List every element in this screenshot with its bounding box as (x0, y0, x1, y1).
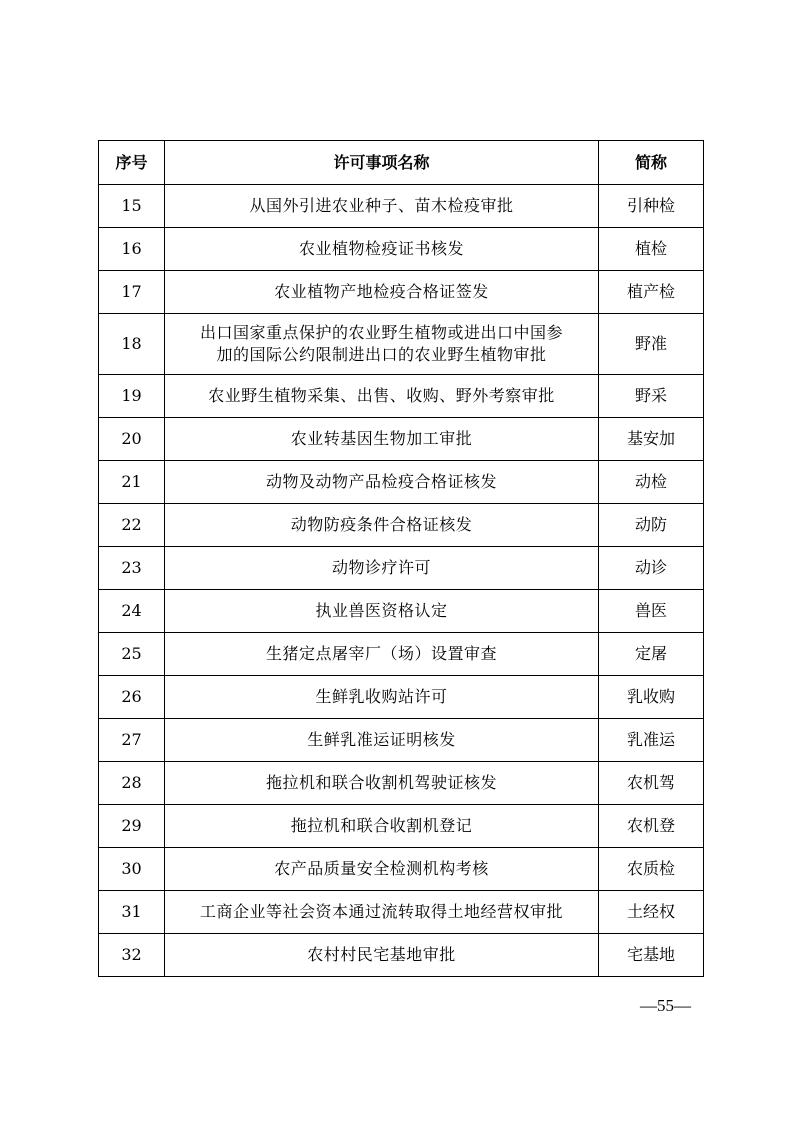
row-abbreviation: 乳准运 (599, 719, 704, 762)
row-abbreviation: 动防 (599, 504, 704, 547)
row-number: 26 (99, 676, 165, 719)
row-permit-name: 生鲜乳准运证明核发 (165, 719, 599, 762)
table-row (99, 185, 704, 228)
row-permit-name: 工商企业等社会资本通过流转取得土地经营权审批 (165, 891, 599, 934)
table-row (99, 719, 704, 762)
row-permit-name: 动物诊疗许可 (165, 547, 599, 590)
row-abbreviation: 野准 (599, 314, 704, 375)
permit-table (98, 140, 704, 977)
row-permit-name: 农业植物产地检疫合格证签发 (165, 271, 599, 314)
table-row (99, 805, 704, 848)
row-number: 27 (99, 719, 165, 762)
row-number: 20 (99, 418, 165, 461)
row-permit-name: 农产品质量安全检测机构考核 (165, 848, 599, 891)
row-permit-name: 动物及动物产品检疫合格证核发 (165, 461, 599, 504)
table-row (99, 891, 704, 934)
row-number: 29 (99, 805, 165, 848)
table-row (99, 590, 704, 633)
row-number: 30 (99, 848, 165, 891)
row-number: 23 (99, 547, 165, 590)
row-abbreviation: 引种检 (599, 185, 704, 228)
row-abbreviation: 农机驾 (599, 762, 704, 805)
table-row (99, 418, 704, 461)
row-permit-name: 从国外引进农业种子、苗木检疫审批 (165, 185, 599, 228)
row-abbreviation: 定屠 (599, 633, 704, 676)
table-row (99, 271, 704, 314)
table-row (99, 848, 704, 891)
table-row (99, 461, 704, 504)
row-number: 28 (99, 762, 165, 805)
row-number: 16 (99, 228, 165, 271)
row-abbreviation: 动诊 (599, 547, 704, 590)
table-row (99, 934, 704, 977)
table-row (99, 676, 704, 719)
row-permit-name-line-2: 加的国际公约限制进出口的农业野生植物审批 (216, 345, 547, 364)
row-number: 25 (99, 633, 165, 676)
table-row (99, 314, 704, 375)
row-abbreviation: 植产检 (599, 271, 704, 314)
row-permit-name: 生鲜乳收购站许可 (165, 676, 599, 719)
row-abbreviation: 基安加 (599, 418, 704, 461)
row-number: 31 (99, 891, 165, 934)
table-row (99, 504, 704, 547)
row-permit-name (165, 314, 599, 375)
table-row (99, 633, 704, 676)
row-abbreviation: 宅基地 (599, 934, 704, 977)
row-abbreviation: 乳收购 (599, 676, 704, 719)
table-header-row (99, 141, 704, 185)
header-permit-name: 许可事项名称 (165, 141, 599, 185)
row-number: 18 (99, 314, 165, 375)
table-row (99, 228, 704, 271)
row-abbreviation: 农机登 (599, 805, 704, 848)
row-number: 24 (99, 590, 165, 633)
row-permit-name: 农业野生植物采集、出售、收购、野外考察审批 (165, 375, 599, 418)
header-serial-number: 序号 (99, 141, 165, 185)
table-row (99, 762, 704, 805)
row-permit-name: 农业转基因生物加工审批 (165, 418, 599, 461)
row-number: 15 (99, 185, 165, 228)
row-number: 19 (99, 375, 165, 418)
row-abbreviation: 野采 (599, 375, 704, 418)
row-abbreviation: 土经权 (599, 891, 704, 934)
row-permit-name: 农业植物检疫证书核发 (165, 228, 599, 271)
row-abbreviation: 兽医 (599, 590, 704, 633)
page-number: —55— (640, 996, 691, 1015)
table-row (99, 547, 704, 590)
row-permit-name: 执业兽医资格认定 (165, 590, 599, 633)
row-abbreviation: 动检 (599, 461, 704, 504)
row-permit-name-line-1: 出口国家重点保护的农业野生植物或进出口中国参 (199, 323, 563, 342)
row-number: 32 (99, 934, 165, 977)
row-number: 21 (99, 461, 165, 504)
row-abbreviation: 植检 (599, 228, 704, 271)
row-abbreviation: 农质检 (599, 848, 704, 891)
row-permit-name: 农村村民宅基地审批 (165, 934, 599, 977)
row-permit-name: 动物防疫条件合格证核发 (165, 504, 599, 547)
row-number: 17 (99, 271, 165, 314)
header-abbreviation: 简称 (599, 141, 704, 185)
row-number: 22 (99, 504, 165, 547)
row-permit-name: 拖拉机和联合收割机登记 (165, 805, 599, 848)
row-permit-name: 生猪定点屠宰厂（场）设置审查 (165, 633, 599, 676)
table-row (99, 375, 704, 418)
row-permit-name: 拖拉机和联合收割机驾驶证核发 (165, 762, 599, 805)
